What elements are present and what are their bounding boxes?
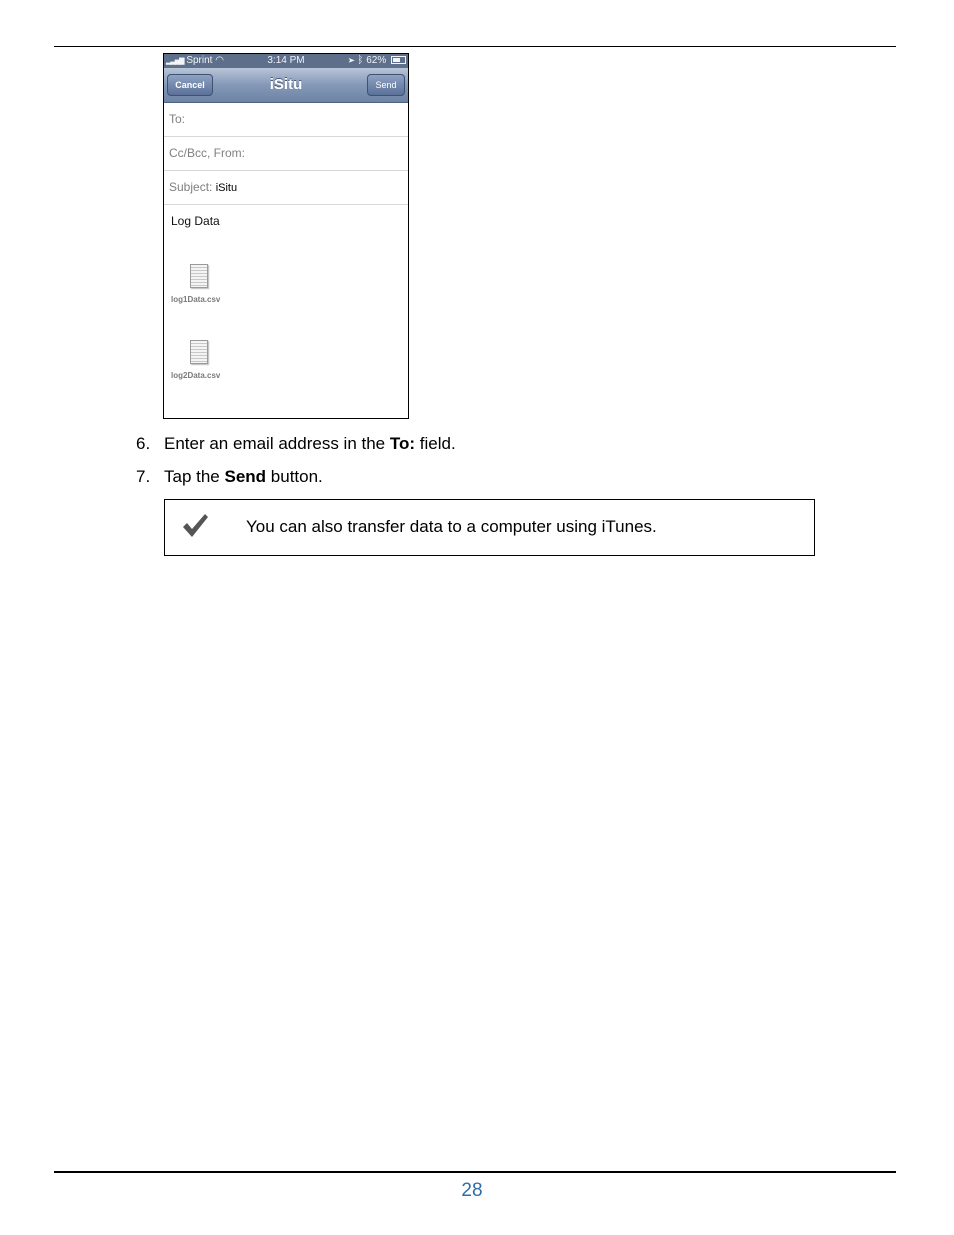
footer-rule [54,1171,896,1173]
step-bold-text: Send [224,467,267,486]
step-text: button. [266,467,323,486]
message-body[interactable] [164,205,408,237]
status-time: 3:14 PM [267,55,305,66]
step-text: field. [415,434,456,453]
send-button[interactable]: Send [367,74,405,96]
header-rule [54,46,896,47]
to-label: To: [169,112,186,126]
step-number: 6. [136,434,151,453]
step-6 [136,434,456,454]
attachment-filename: log1Data.csv [171,295,221,304]
step-number: 7. [136,467,151,486]
to-field[interactable] [164,103,408,137]
nav-title: iSitu [269,76,303,93]
battery-icon [391,56,406,64]
location-icon: ➤ [348,55,355,66]
attachment-1[interactable] [171,264,251,304]
battery-percent: 62% [366,55,387,66]
document-icon [190,264,208,288]
subject-label: Subject: [169,180,213,194]
checkmark-icon [181,512,209,540]
attachment-2[interactable] [171,340,251,380]
step-text: Enter an email address in the [164,434,390,453]
note-box [164,499,815,556]
subject-field[interactable] [164,171,408,205]
phone-screenshot [163,53,409,419]
wifi-icon: ◠ [215,55,224,66]
status-bar [164,54,408,68]
cancel-button[interactable]: Cancel [167,74,213,96]
page-number: 28 [461,1180,483,1201]
note-text: You can also transfer data to a computer using iTunes. [246,517,657,536]
bluetooth-icon: ᛒ [357,55,364,66]
signal-icon: ▂▃▅▇ [166,58,184,65]
step-text: Tap the [164,467,225,486]
step-bold-text: To: [389,434,416,453]
attachment-filename: log2Data.csv [171,371,221,380]
cc-bcc-label: Cc/Bcc, From: [169,146,246,160]
nav-bar [164,68,408,103]
carrier-name: Sprint [186,55,213,66]
cc-bcc-field[interactable] [164,137,408,171]
battery-fill [393,58,400,62]
subject-value: iSitu [215,182,238,194]
step-7 [136,467,323,487]
message-text: Log Data [171,214,220,228]
document-icon [190,340,208,364]
